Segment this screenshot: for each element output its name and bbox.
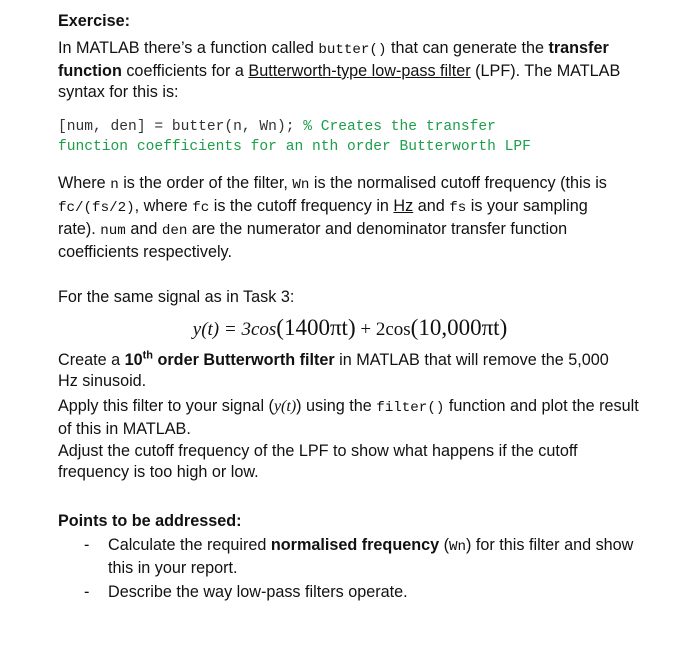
points-heading: Points to be addressed: [58, 512, 242, 530]
where-paragraph: Where n is the order of the filter, Wn is the normalised cutoff frequency (this is fc/(fs/2), where fc is the cutoff frequency in Hz and fs is your sampling rate). num and den are the numerator and denominator transfer function coefficients respectively. [58, 174, 607, 261]
apply-filter-paragraph: Apply this filter to your signal (y(t)) using the filter() function and plot the result of this in MATLAB. [58, 397, 639, 438]
list-item: - Calculate the required normalised frequency (Wn) for this filter and show this in your report. [84, 536, 634, 577]
matlab-code-block [58, 117, 658, 157]
signal-intro: For the same signal as in Task 3: [58, 288, 295, 306]
signal-equation: y(t) = 3cos(1400πt) + 2cos(10,000πt) [192, 315, 508, 340]
exercise-heading: Exercise: [58, 12, 130, 30]
code-comment-2: function coefficients for an nth order Butterworth LPF [58, 139, 531, 155]
intro-paragraph: In MATLAB there’s a function called butter() that can generate the transfer function coefficients for a Butterworth-type low-pass filter (LPF). The MATLAB syntax for this is: [58, 39, 621, 101]
butterworth-link[interactable]: Butterworth-type low-pass filter [248, 62, 471, 80]
adjust-paragraph: Adjust the cutoff frequency of the LPF to show what happens if the cutoff frequency is too high or low. [58, 442, 578, 481]
create-filter-paragraph: Create a 10th order Butterworth filter in MATLAB that will remove the 5,000 Hz sinusoid. [58, 349, 609, 390]
points-list [58, 535, 658, 603]
code-line-1: [num, den] = butter(n, Wn); [58, 119, 304, 135]
code-comment-1: % Creates the transfer [303, 119, 496, 135]
list-item: - Describe the way low-pass filters operate. [84, 583, 408, 601]
